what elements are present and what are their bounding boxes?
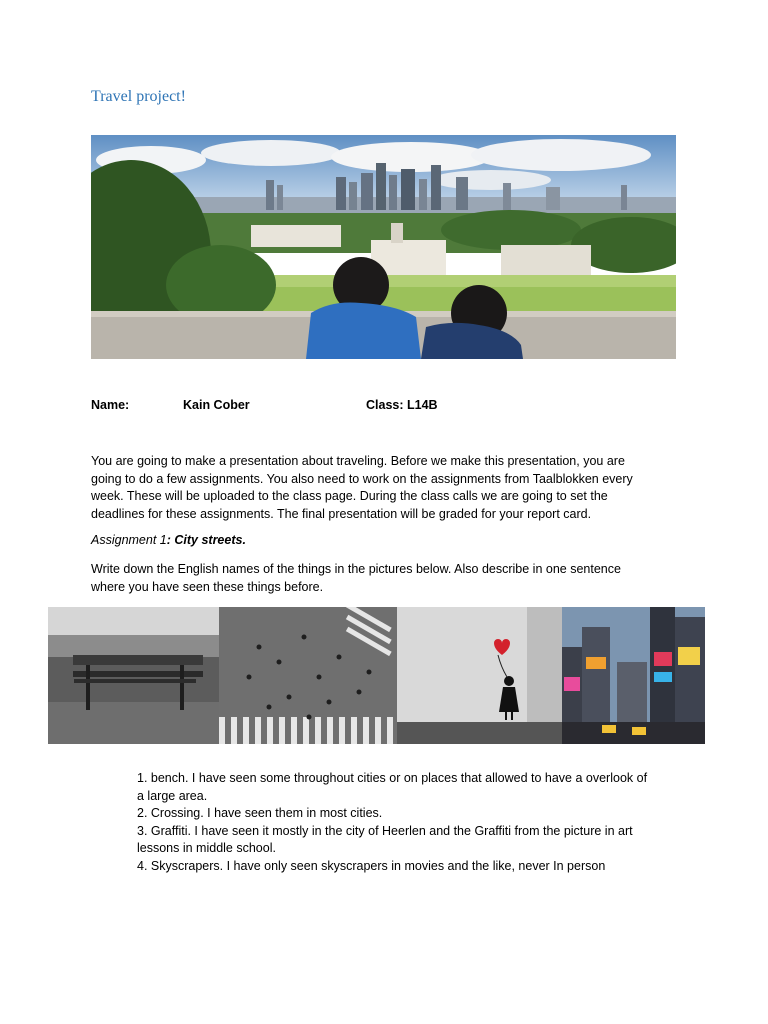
hero-image [91, 135, 676, 359]
assignment-heading [91, 533, 246, 547]
assignment-title: : City streets. [166, 533, 246, 547]
answers-list [137, 770, 697, 875]
assignment-prefix: Assignment 1 [91, 533, 167, 547]
name-value: Kain Cober [183, 398, 250, 412]
instruction-line: Write down the English names of the things in the pictures below. Also describe in one sentence [91, 562, 621, 576]
intro-line: deadlines for these assignments. The final presentation will be graded for your report card. [91, 506, 592, 521]
answer-line: a large area. [137, 788, 208, 803]
answer-line: lessons in middle school. [137, 841, 276, 855]
intro-line: week. These will be uploaded to the class page. During the class calls we are going to set the [91, 489, 608, 503]
graffiti-photo [397, 607, 562, 744]
crossing-photo [219, 607, 397, 744]
answer-line: 2. Crossing. I have seen them in most cities. [137, 806, 383, 820]
photo-strip [48, 607, 705, 744]
answer-line: 4. Skyscrapers. I have only seen skyscrapers in movies and the like, never In person [137, 858, 606, 873]
answer-line: 1. bench. I have seen some throughout cities or on places that allowed to have a overlook of [137, 771, 648, 785]
intro-line: going to do a few assignments. You also need to work on the assignments from Taalblokken every [91, 471, 633, 486]
document-title: Travel project! [91, 88, 186, 105]
intro-paragraph [91, 453, 671, 523]
name-label: Name: [91, 398, 130, 412]
bench-photo [48, 607, 219, 744]
instruction-line: where you have seen these things before. [91, 579, 324, 594]
class-label: Class: L14B [366, 398, 438, 412]
intro-line: You are going to make a presentation about traveling. Before we make this presentation, you are [91, 454, 625, 468]
instructions-paragraph [91, 561, 671, 596]
answer-line: 3. Graffiti. I have seen it mostly in the city of Heerlen and the Graffiti from the picture in art [137, 823, 633, 838]
skyscrapers-photo [562, 607, 705, 744]
